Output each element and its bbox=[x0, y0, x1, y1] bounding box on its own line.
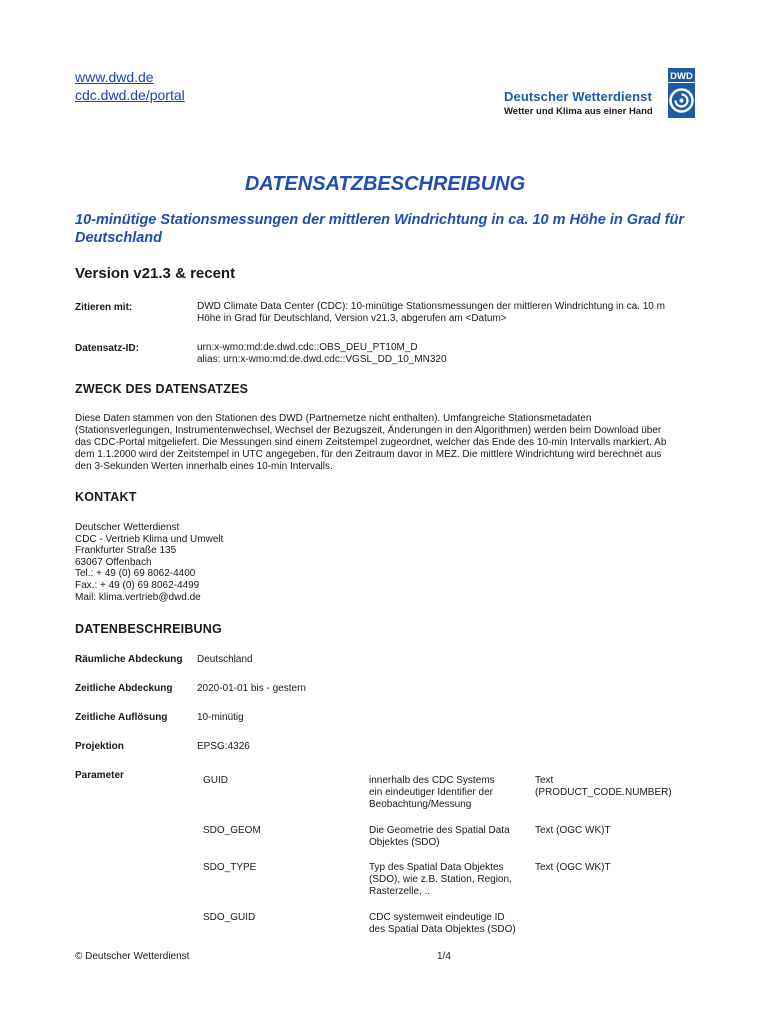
kontakt-line: Fax.: + 49 (0) 69 8062-4499 bbox=[75, 579, 200, 591]
raeumliche-abdeckung-label: Räumliche Abdeckung bbox=[75, 654, 183, 665]
param-type bbox=[535, 825, 611, 837]
datensatz-id-label: Datensatz-ID: bbox=[75, 343, 139, 354]
projektion-value: EPSG:4326 bbox=[197, 741, 250, 752]
kontakt-line: Tel.: + 49 (0) 69 8062-4400 bbox=[75, 568, 196, 580]
zeitliche-abdeckung-label: Zeitliche Abdeckung bbox=[75, 683, 173, 694]
zitieren-line-2: Höhe in Grad für Deutschland, Version v21.3, abgerufen am <Datum> bbox=[197, 313, 507, 324]
page-number: 1/4 bbox=[437, 951, 451, 962]
param-name: SDO_GEOM bbox=[203, 825, 261, 836]
param-desc-line: innerhalb des CDC Systems bbox=[369, 775, 495, 786]
brand-name: Deutscher Wetterdienst bbox=[504, 89, 652, 104]
param-desc bbox=[369, 775, 495, 811]
param-desc-line: (SDO), wie z.B. Station, Region, bbox=[369, 874, 512, 885]
param-name: GUID bbox=[203, 775, 228, 786]
parameter-label: Parameter bbox=[75, 770, 124, 781]
zeitliche-abdeckung-value: 2020-01-01 bis - gestern bbox=[197, 683, 306, 694]
document-subtitle: 10-minütige Stationsmessungen der mittleren Windrichtung in ca. 10 m Höhe in Grad für Deutschland bbox=[75, 212, 684, 246]
zweck-line: Diese Daten stammen von den Stationen des DWD (Partnernetze nicht enthalten). Umfangreiche Stationsmetadaten bbox=[75, 413, 592, 424]
zitieren-label: Zitieren mit: bbox=[75, 302, 133, 313]
param-desc bbox=[369, 862, 512, 898]
zeitliche-aufloesung-label: Zeitliche Auflösung bbox=[75, 712, 168, 723]
zweck-heading: ZWECK DES DATENSATZES bbox=[75, 382, 249, 396]
logo-text: DWD bbox=[670, 71, 693, 82]
param-type bbox=[535, 775, 672, 799]
version-heading: Version v21.3 & recent bbox=[75, 265, 236, 282]
param-desc-line: des Spatial Data Objektes (SDO) bbox=[369, 924, 516, 935]
zitieren-line-1: DWD Climate Data Center (CDC): 10-minütige Stationsmessungen der mittleren Windrichtung in ca. 10 m bbox=[197, 301, 665, 312]
zweck-line: dem 1.1.2000 wird der Zeitstempel in UTC angegeben, für den Zeitraum davor in MEZ. Die mittlere Windrichtung wird berechnet aus bbox=[75, 449, 662, 460]
zweck-line: den 3-Sekunden Werten innerhalb eines 10-min Intervalls. bbox=[75, 461, 333, 472]
cdc-portal-link[interactable]: cdc.dwd.de/portal bbox=[75, 87, 185, 103]
param-desc-line: Beobachtung/Messung bbox=[369, 799, 472, 810]
kontakt-line: CDC - Vertrieb Klima und Umwelt bbox=[75, 533, 224, 545]
param-desc-line: Objektes (SDO) bbox=[369, 837, 440, 848]
kontakt-address bbox=[75, 522, 223, 603]
brand-tagline: Wetter und Klima aus einer Hand bbox=[504, 106, 653, 117]
datensatz-id-line-2: alias: urn:x-wmo:md:de.dwd.cdc::VGSL_DD_10_MN320 bbox=[197, 354, 447, 365]
zweck-line: das CDC-Portal mitgeliefert. Die Messungen sind einem Zeitstempel zugeordnet, welcher das Ende des 10-min Intervalls markiert. Ab bbox=[75, 437, 667, 448]
dwd-brand bbox=[504, 89, 653, 117]
raeumliche-abdeckung-value: Deutschland bbox=[197, 654, 253, 665]
param-type-line: (PRODUCT_CODE.NUMBER) bbox=[535, 787, 672, 798]
zitieren-value bbox=[197, 301, 665, 325]
zweck-line: (Stationsverlegungen, Instrumentenwechsel, Wechsel der Bezugszeit, Änderungen in den Algorithmen) werden beim Download über bbox=[75, 425, 662, 436]
dwd-logo bbox=[668, 68, 695, 118]
kontakt-heading: KONTAKT bbox=[75, 490, 137, 504]
dwd-website-link[interactable]: www.dwd.de bbox=[75, 69, 154, 85]
projektion-label: Projektion bbox=[75, 741, 124, 752]
param-desc-line: CDC systemweit eindeutige ID bbox=[369, 912, 505, 923]
param-type-line: Text bbox=[535, 775, 554, 786]
param-desc bbox=[369, 912, 516, 936]
document-title: DATENSATZBESCHREIBUNG bbox=[244, 173, 526, 195]
kontakt-line: 63067 Offenbach bbox=[75, 556, 152, 568]
param-desc-line: Die Geometrie des Spatial Data bbox=[369, 825, 510, 836]
param-name: SDO_GUID bbox=[203, 912, 256, 923]
datensatz-id-value bbox=[197, 342, 447, 366]
zweck-paragraph bbox=[75, 413, 715, 473]
kontakt-line: Deutscher Wetterdienst bbox=[75, 522, 180, 533]
param-desc-line: Typ des Spatial Data Objektes bbox=[369, 862, 504, 873]
datensatz-id-line-1: urn:x-wmo:md:de.dwd.cdc::OBS_DEU_PT10M_D bbox=[197, 342, 418, 353]
param-desc-line: Rasterzelle, .. bbox=[369, 886, 431, 897]
datenbeschreibung-heading: DATENBESCHREIBUNG bbox=[75, 622, 222, 636]
param-desc bbox=[369, 825, 510, 849]
footer-copyright: © Deutscher Wetterdienst bbox=[75, 951, 190, 962]
param-desc-line: ein eindeutiger Identifier der bbox=[369, 787, 493, 798]
zeitliche-aufloesung-value: 10-minütig bbox=[197, 712, 244, 723]
kontakt-line: Frankfurter Straße 135 bbox=[75, 545, 177, 557]
param-type bbox=[535, 862, 611, 874]
param-type-line: Text (OGC WK)T bbox=[535, 862, 611, 873]
param-name: SDO_TYPE bbox=[203, 862, 257, 873]
kontakt-email[interactable]: Mail: klima.vertrieb@dwd.de bbox=[75, 591, 201, 603]
param-type-line: Text (OGC WK)T bbox=[535, 825, 611, 836]
